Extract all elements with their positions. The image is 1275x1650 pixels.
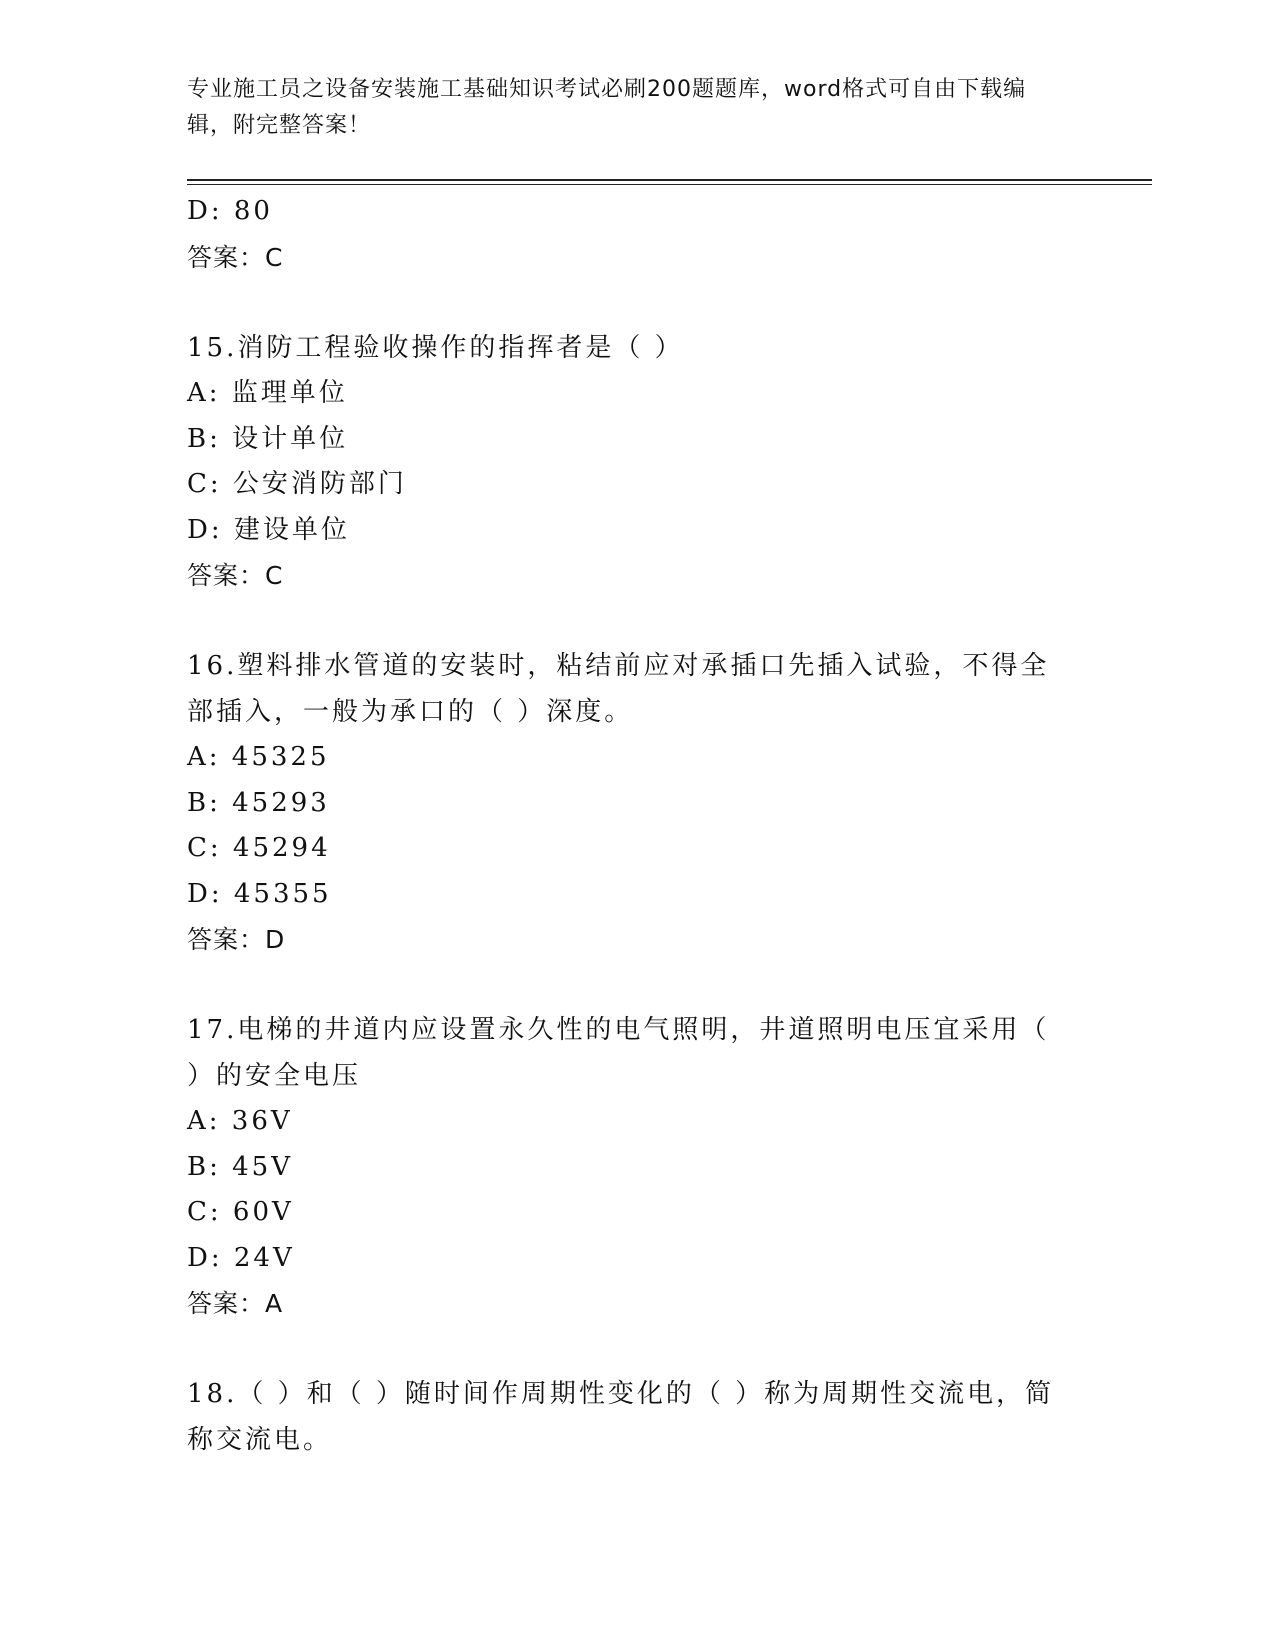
spacer: [187, 599, 1087, 645]
option-a: A: 45325: [187, 742, 330, 772]
question-block-14-fragment: [187, 189, 1087, 280]
option-c: C: 60V: [187, 1197, 294, 1227]
question-list: [187, 189, 1087, 1463]
answer-line: 答案：C: [187, 242, 284, 272]
option-b: B: 45293: [187, 787, 330, 818]
answer-line: 答案：D: [187, 925, 286, 954]
option-b: B: 45V: [187, 1151, 293, 1182]
question-stem: 15.消防工程验收操作的指挥者是（ ）: [187, 332, 684, 363]
option-a: A: 监理单位: [187, 378, 348, 408]
question-stem: 16.塑料排水管道的安装时，粘结前应对承插口先插入试验，不得全部插入，一般为承口的（ ）深度。: [187, 651, 1050, 727]
question-stem: 17.电梯的井道内应设置永久性的电气照明，井道照明电压宜采用（ ）的安全电压: [187, 1015, 1050, 1091]
option-d: D: 建设单位: [187, 514, 350, 545]
spacer: [187, 280, 1087, 326]
option-d: D: 80: [187, 196, 273, 226]
option-c: C: 45294: [187, 833, 331, 863]
option-d: D: 45355: [187, 878, 332, 909]
header-divider-thick: [187, 179, 1152, 181]
question-block-16: [187, 644, 1087, 963]
answer-line: 答案：C: [187, 561, 284, 590]
option-c: C: 公安消防部门: [187, 469, 407, 499]
header-divider-thin: [187, 184, 1152, 185]
answer-line: 答案：A: [187, 1289, 284, 1318]
spacer: [187, 1327, 1087, 1373]
option-d: D: 24V: [187, 1242, 295, 1273]
document-header: 专业施工员之设备安装施工基础知识考试必刷200题题库，word格式可自由下载编辑，附完整答案！: [187, 77, 1027, 138]
question-stem: 18.（ ）和（ ）随时间作周期性变化的（ ）称为周期性交流电，简称交流电。: [187, 1379, 1055, 1455]
option-b: B: 设计单位: [187, 423, 349, 454]
spacer: [187, 963, 1087, 1009]
question-block-18: [187, 1372, 1087, 1463]
option-a: A: 36V: [187, 1106, 293, 1136]
question-block-15: [187, 326, 1087, 599]
question-block-17: [187, 1008, 1087, 1327]
